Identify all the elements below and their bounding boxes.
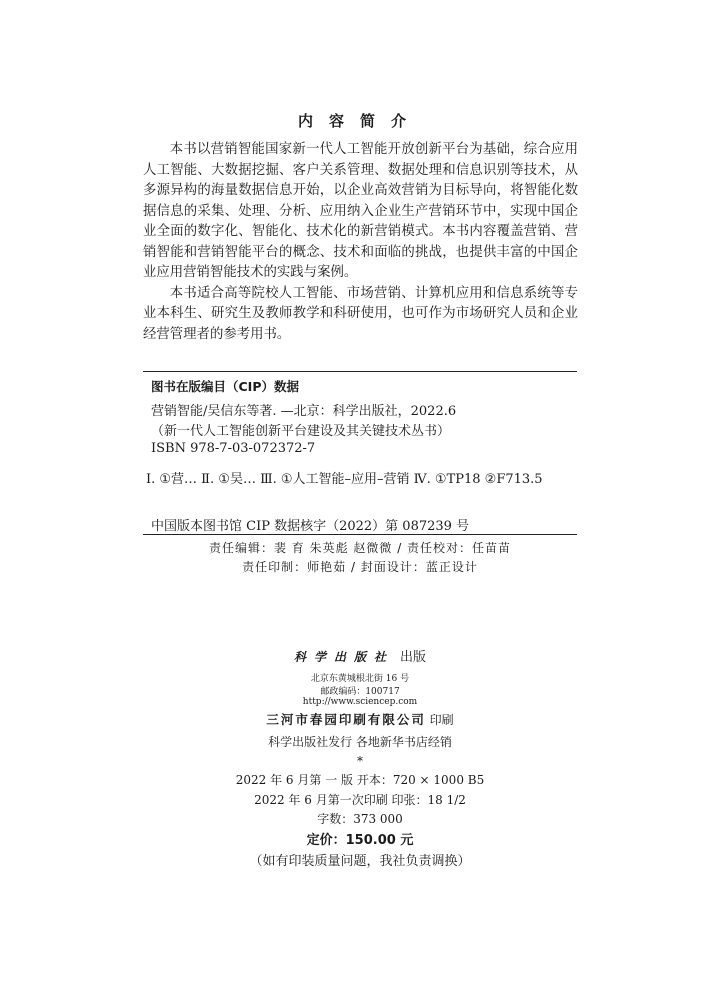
cip-classification: Ⅰ. ①营… Ⅱ. ①吴… Ⅲ. ①人工智能–应用–营销 Ⅳ. ①TP18 ②F713.5 <box>146 472 543 487</box>
publisher-logo: 科学出版社 <box>293 650 394 664</box>
cip-series-line: （新一代人工智能创新平台建设及其关键技术丛书） <box>151 424 451 439</box>
edition-line: 2022 年 6 月第 一 版 开本：720 × 1000 B5 <box>235 773 485 787</box>
publisher-line <box>0 646 720 665</box>
production-credits: 责任印制：师艳茹 / 封面设计：蓝正设计 <box>242 560 478 574</box>
editor-credits: 责任编辑：裴 育 朱英彪 赵微微 / 责任校对：任苗苗 <box>208 541 512 555</box>
separator-star: * <box>357 754 363 768</box>
printing-line: 2022 年 6 月第一次印刷 印张：18 1/2 <box>254 793 466 807</box>
price: 定价：150.00 元 <box>306 833 414 848</box>
publisher-postcode: 邮政编码：100717 <box>320 687 400 697</box>
summary-paragraph-1: 本书以营销智能国家新一代人工智能开放创新平台为基础，综合应用人工智能、大数据挖掘、客户关系管理、数据处理和信息识别等技术，从多源异构的海量数据信息开始，以企业高效营销为目标导向，将智能化数据信息的采集、处理、分析、应用纳入企业生产营销环节中，实现中国企业全面的数字化、智能化、技术化的新营销模式。本书内容覆盖营销、营销智能和营销智能平台的概念、技术和面临的挑战，也提供丰富的中国企业应用营销智能技术的实践与案例。 <box>143 142 578 280</box>
publisher-website: http://www.sciencep.com <box>302 697 418 707</box>
word-count: 字数：373 000 <box>317 812 403 826</box>
cip-isbn: ISBN 978-7-03-072372-7 <box>151 441 316 456</box>
cip-heading: 图书在版编目（CIP）数据 <box>151 379 299 394</box>
quality-note: （如有印装质量问题，我社负责调换） <box>249 854 471 869</box>
cip-bibliographic-line: 营销智能/吴信东等著. —北京：科学出版社，2022.6 <box>151 404 457 419</box>
printer-name: 三河市春园印刷有限公司 <box>266 712 426 727</box>
printer-action: 印刷 <box>429 713 454 727</box>
printer-line <box>0 710 720 728</box>
summary-paragraph-2: 本书适合高等院校人工智能、市场营销、计算机应用和信息系统等专业本科生、研究生及教师教学和科研使用，也可作为市场研究人员和企业经营管理者的参考用书。 <box>143 285 578 342</box>
distribution-line: 科学出版社发行 各地新华书店经销 <box>268 735 452 749</box>
publisher-address: 北京东黄城根北街 16 号 <box>310 674 410 684</box>
summary-text <box>143 140 578 345</box>
publisher-action: 出版 <box>400 650 427 665</box>
cip-record-number: 中国版本图书馆 CIP 数据核字（2022）第 087239 号 <box>151 519 470 534</box>
cip-data-block <box>143 371 577 535</box>
summary-title: 内容简介 <box>297 112 422 130</box>
